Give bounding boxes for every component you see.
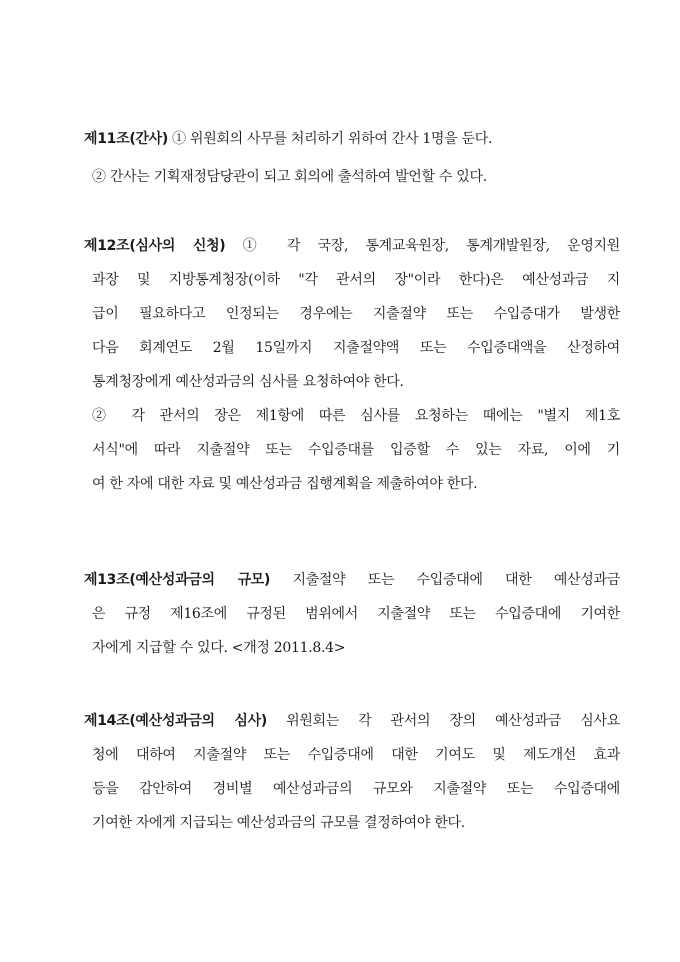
article-14-line-2: 청에 대하여 지출절약 또는 수입증대에 대한 기여도 및 제도개선 효과 [92, 747, 620, 763]
article-11-text-2: ② 간사는 기획재정담당관이 되고 회의에 출석하여 발언할 수 있다. [92, 169, 487, 185]
article-12-line-3: 급이 필요하다고 인정되는 경우에는 지출절약 또는 수입증대가 발생한 [92, 306, 620, 322]
article-14 [84, 704, 620, 840]
article-12-heading: 제12조(심사의 신청) [84, 238, 226, 254]
article-12-line-7: 서식"에 따라 지출절약 또는 수입증대를 입증할 수 있는 자료, 이에 기 [92, 442, 620, 458]
article-14-line-3: 등을 감안하여 경비별 예산성과금의 규모와 지출절약 또는 수입증대에 [92, 781, 620, 797]
article-13-line-1 [84, 563, 620, 597]
article-12-line-5: 통계청장에게 예산성과금의 심사를 요청하여야 한다. [92, 374, 404, 390]
article-14-line-4: 기여한 자에게 지급되는 예산성과금의 규모를 결정하여야 한다. [92, 815, 465, 831]
article-12-text-1: ① 각 국장, 통계교육원장, 통계개발원장, 운영지원 [242, 238, 620, 254]
article-12-line-2: 과장 및 지방통계청장(이하 "각 관서의 장"이라 한다)은 예산성과금 지 [92, 272, 620, 288]
article-13-text-1: 지출절약 또는 수입증대에 대한 예산성과금 [292, 572, 620, 588]
article-12 [84, 229, 620, 501]
article-14-text-1: 위원회는 각 관서의 장의 예산성과금 심사요 [286, 713, 620, 729]
article-11-line-1 [84, 122, 620, 156]
article-14-line-1 [84, 704, 620, 738]
article-13 [84, 563, 620, 665]
article-13-heading: 제13조(예산성과금의 규모) [84, 572, 271, 588]
article-11-text-1: ① 위원회의 사무를 처리하기 위하여 간사 1명을 둔다. [172, 131, 493, 147]
article-11-heading: 제11조(간사) [84, 131, 168, 147]
article-12-line-8: 여 한 자에 대한 자료 및 예산성과금 집행계획을 제출하여야 한다. [92, 476, 478, 492]
article-11-line-2 [84, 160, 620, 194]
article-13-line-3: 자에게 지급할 수 있다. <개정 2011.8.4> [92, 640, 346, 656]
article-12-line-1 [84, 229, 620, 263]
article-12-line-4: 다음 회계연도 2월 15일까지 지출절약액 또는 수입증대액을 산정하여 [92, 340, 620, 356]
article-11 [84, 122, 620, 194]
article-12-line-6: ② 각 관서의 장은 제1항에 따른 심사를 요청하는 때에는 "별지 제1호 [92, 408, 620, 424]
article-14-heading: 제14조(예산성과금의 심사) [84, 713, 267, 729]
article-13-line-2: 은 규정 제16조에 규정된 범위에서 지출절약 또는 수입증대에 기여한 [92, 606, 620, 622]
